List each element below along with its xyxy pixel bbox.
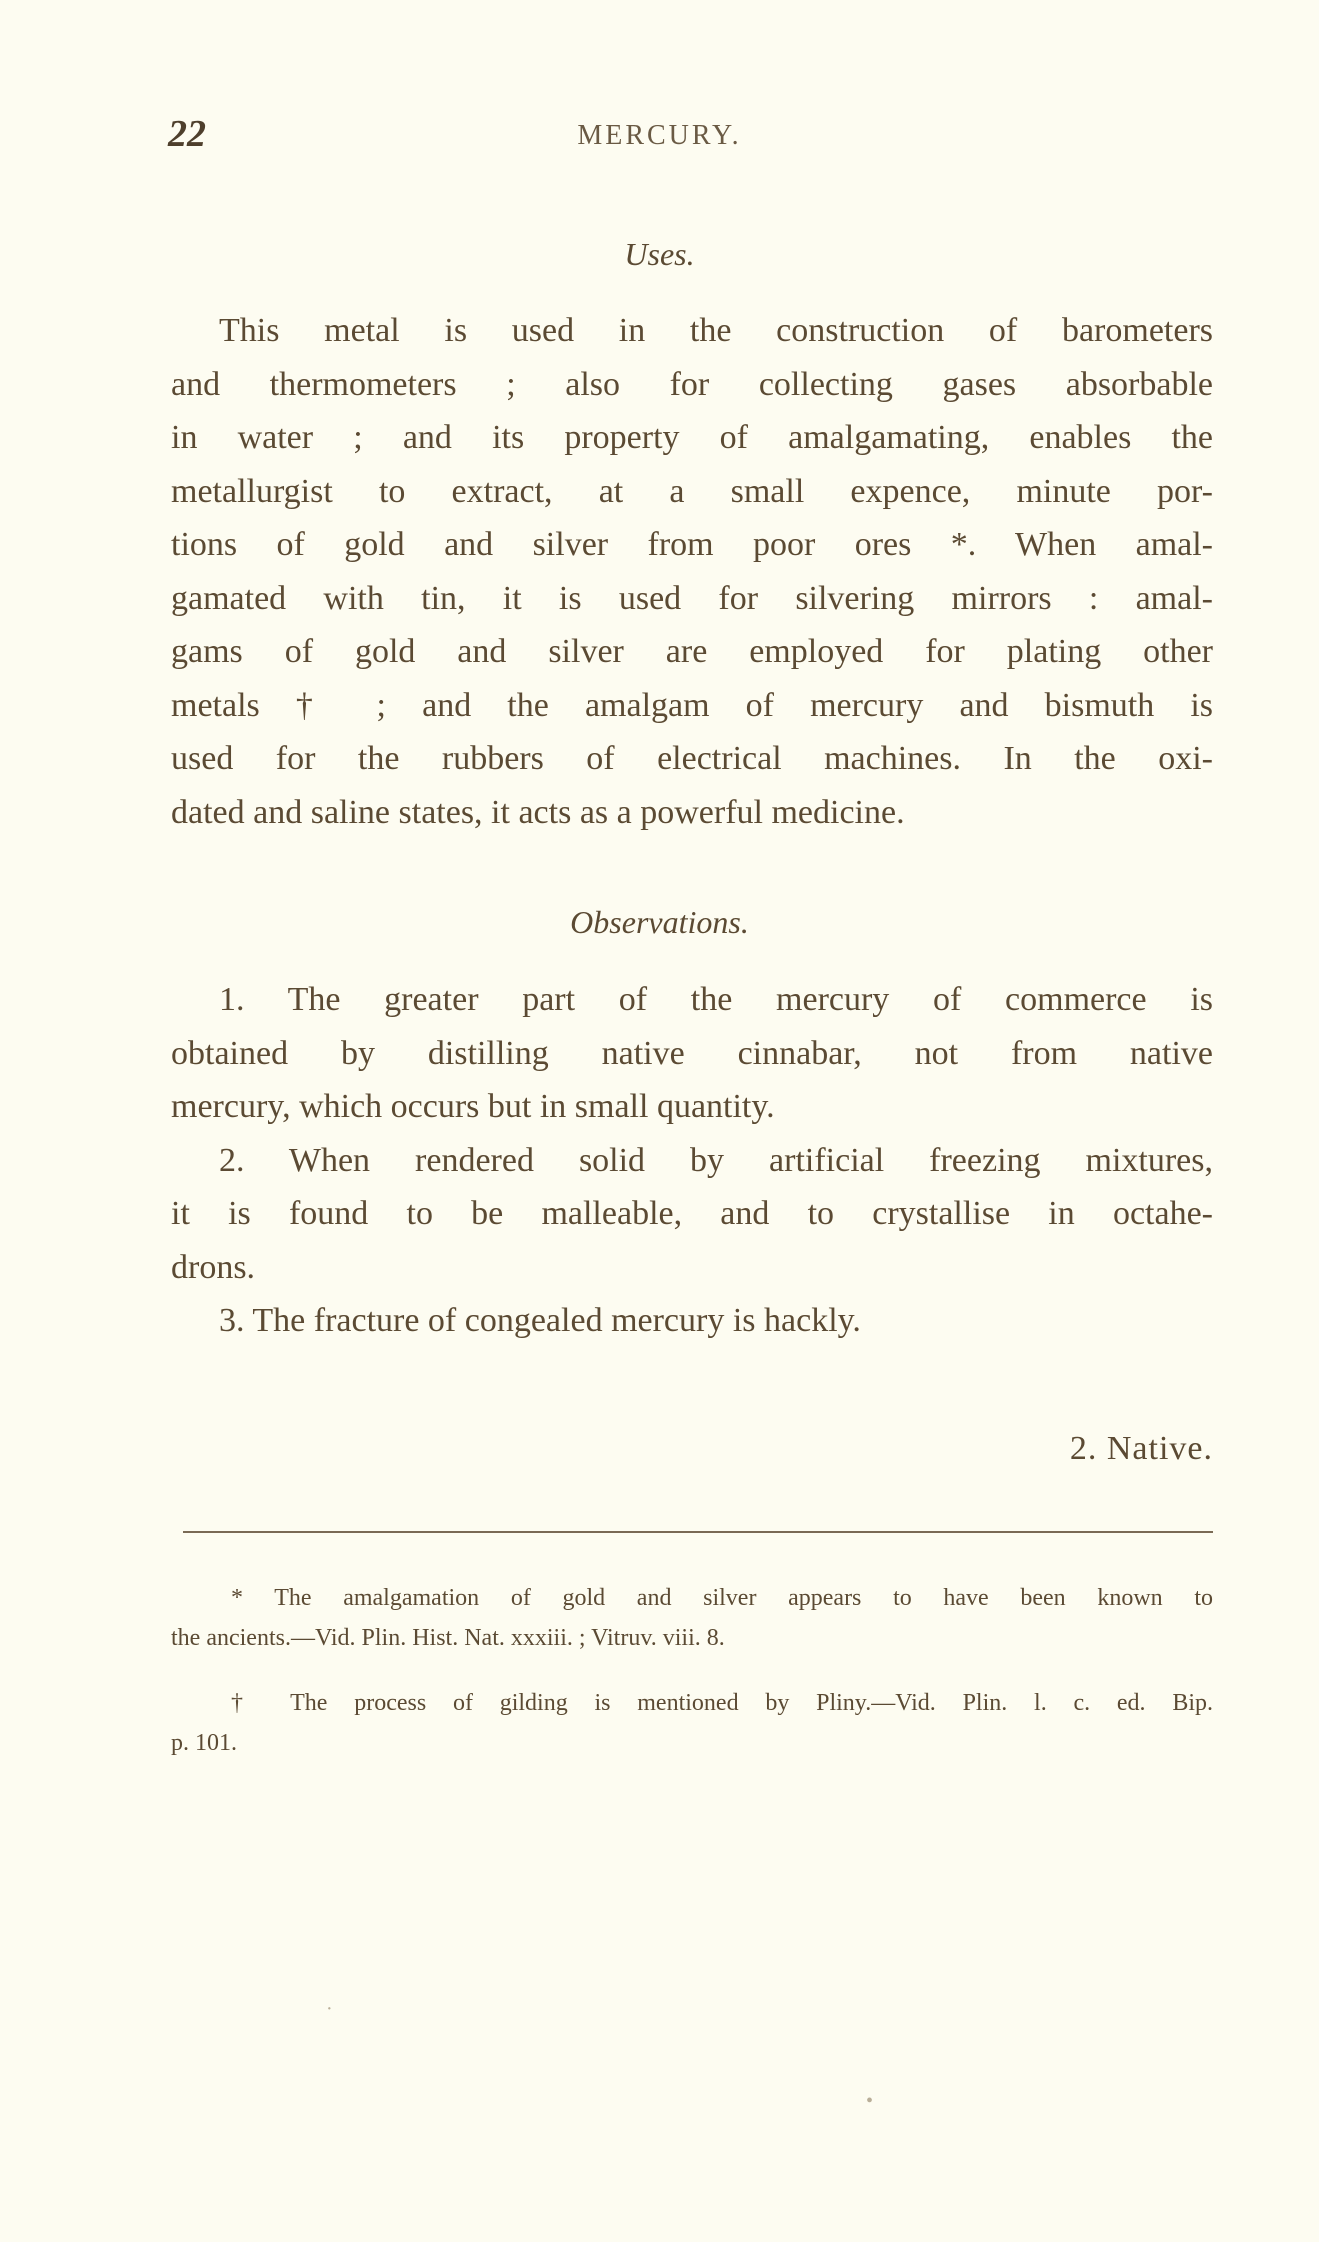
observation-line: obtained by distilling native cinnabar, not from native: [171, 1034, 1213, 1072]
paper-speck: ·: [326, 1998, 333, 2020]
text-line: tions of gold and silver from poor ores *. When amal-: [171, 526, 1213, 563]
paper-speck: •: [866, 2090, 874, 2112]
text-line: This metal is used in the construction of barometers: [219, 312, 1213, 349]
text-line: used for the rubbers of electrical machines. In the oxi-: [171, 740, 1213, 777]
text-line: gamated with tin, it is used for silvering mirrors : amal-: [171, 579, 1213, 617]
observation-line: it is found to be malleable, and to crystallise in octahe-: [171, 1195, 1213, 1232]
text-line: in water ; and its property of amalgamating, enables the: [171, 419, 1213, 456]
footnote-line: † The process of gilding is mentioned by Pliny.—Vid. Plin. l. c. ed. Bip.: [231, 1690, 1213, 1716]
observation-line: drons.: [171, 1248, 256, 1286]
page-number: 22: [168, 113, 206, 155]
footnote-line: * The amalgamation of gold and silver appears to have been known to: [231, 1585, 1213, 1611]
observation-line: 1. The greater part of the mercury of commerce is: [219, 981, 1213, 1018]
footnote-1: [171, 1578, 1213, 1658]
uses-paragraph: [171, 304, 1213, 839]
observations-list: [171, 973, 1213, 1348]
text-line: metallurgist to extract, at a small expence, minute por-: [171, 472, 1213, 510]
footnote-line: the ancients.—Vid. Plin. Hist. Nat. xxxiii. ; Vitruv. viii. 8.: [171, 1625, 725, 1651]
section-heading-uses: Uses.: [624, 236, 695, 272]
footnote-line: p. 101.: [171, 1730, 237, 1756]
text-line: dated and saline states, it acts as a powerful medicine.: [171, 793, 905, 831]
footnote-2: [171, 1683, 1213, 1763]
observation-line: 2. When rendered solid by artificial freezing mixtures,: [219, 1141, 1213, 1179]
text-line: gams of gold and silver are employed for plating other: [171, 633, 1213, 670]
text-line: and thermometers ; also for collecting gases absorbable: [171, 365, 1213, 403]
observation-line: mercury, which occurs but in small quantity.: [171, 1088, 775, 1125]
footnote-rule: [183, 1531, 1213, 1533]
observation-line: 3. The fracture of congealed mercury is hackly.: [219, 1302, 861, 1339]
next-section-catchword: 2. Native.: [1069, 1430, 1213, 1467]
section-heading-observations: Observations.: [570, 904, 749, 940]
text-line: metals † ; and the amalgam of mercury and bismuth is: [171, 686, 1213, 724]
running-title: MERCURY.: [577, 120, 742, 151]
